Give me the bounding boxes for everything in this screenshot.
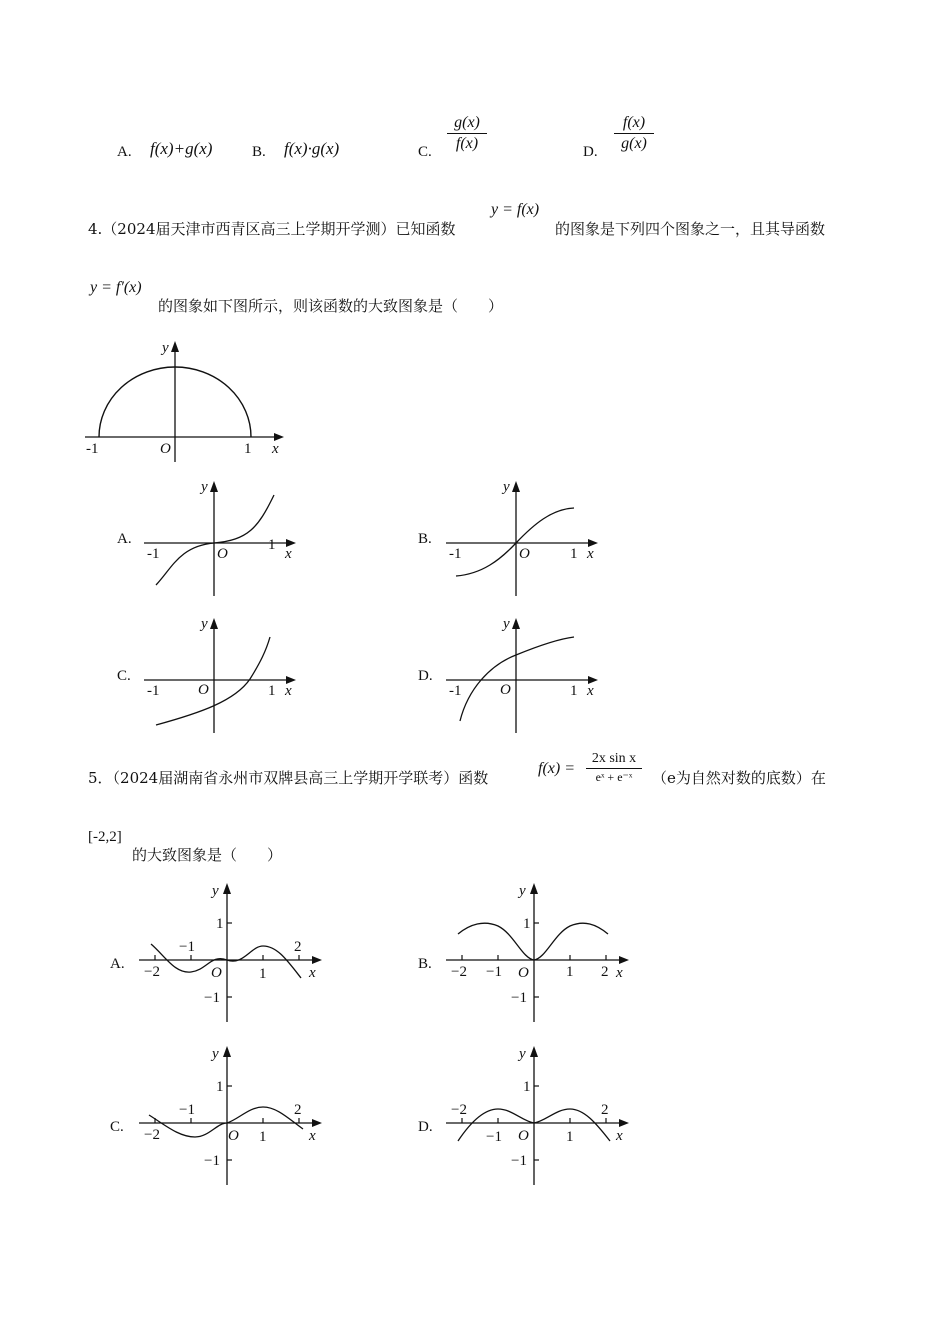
q5-tail-text: （e为自然对数的底数）在 xyxy=(652,769,826,787)
q5-option-b-graph xyxy=(442,880,637,1025)
y-axis-arrow xyxy=(223,1046,231,1057)
q4-option-d-graph xyxy=(442,615,602,735)
y-tick-label-neg1: −1 xyxy=(204,990,220,1006)
tick-1: 1 xyxy=(268,537,276,553)
y-tick-label-neg1: −1 xyxy=(204,1153,220,1169)
x-tick-label-2: 2 xyxy=(601,1102,609,1118)
function-curve xyxy=(151,944,301,978)
x-tick-label-2: 2 xyxy=(294,939,302,955)
y-tick-label-neg1: −1 xyxy=(511,1153,527,1169)
q5-option-b-label: B. xyxy=(418,956,432,972)
q3-option-d-denominator: g(x) xyxy=(621,135,647,152)
q5-option-c-graph xyxy=(135,1043,330,1188)
x-axis-arrow xyxy=(619,1119,629,1127)
q3-option-d-label: D. xyxy=(583,144,598,160)
y-label: y xyxy=(519,883,526,899)
q4-mid-text: 的图象是下列四个图象之一，且其导函数 xyxy=(555,220,826,238)
y-axis-arrow xyxy=(512,618,520,629)
q4-tail-text: 的图象如下图所示，则该函数的大致图象是（ ） xyxy=(158,297,504,315)
x-label: x xyxy=(587,683,594,699)
tick-1: 1 xyxy=(268,683,276,699)
q5-option-a-graph xyxy=(135,880,330,1025)
origin-label: O xyxy=(519,546,530,562)
y-label: y xyxy=(503,479,510,495)
x-axis-arrow xyxy=(619,956,629,964)
tick-1: 1 xyxy=(570,683,578,699)
q4-option-c-graph xyxy=(140,615,300,735)
q4-function: y = f(x) xyxy=(491,201,540,218)
origin-label: O xyxy=(518,1128,529,1144)
x-label: x xyxy=(309,965,316,981)
function-curve xyxy=(156,495,274,585)
x-tick-label-neg1: −1 xyxy=(179,1102,195,1118)
origin-label: O xyxy=(500,682,511,698)
tick-1: 1 xyxy=(244,441,252,457)
q4-lead-text: 4.（2024届天津市西青区高三上学期开学测）已知函数 xyxy=(88,220,456,238)
y-tick-label-1: 1 xyxy=(523,1079,531,1095)
q5-tail2-text: 的大致图象是（ ） xyxy=(132,846,283,864)
origin-label: O xyxy=(518,965,529,981)
q5-option-d-label: D. xyxy=(418,1119,433,1135)
q5-function: f(x) = xyxy=(538,760,575,777)
x-label: x xyxy=(616,965,623,981)
function-curve xyxy=(149,1107,303,1137)
q5-option-a-label: A. xyxy=(110,956,125,972)
x-axis-arrow xyxy=(312,1119,322,1127)
y-label: y xyxy=(162,340,169,356)
x-tick-label-neg1: −1 xyxy=(486,964,502,980)
function-curve xyxy=(460,637,574,721)
q5-option-c-label: C. xyxy=(110,1119,124,1135)
q4-option-a-label: A. xyxy=(117,531,132,547)
function-curve xyxy=(156,637,270,725)
x-label: x xyxy=(285,683,292,699)
y-label: y xyxy=(201,479,208,495)
q3-option-c-label: C. xyxy=(418,144,432,160)
y-axis-arrow xyxy=(223,883,231,894)
y-axis-arrow xyxy=(210,481,218,492)
q4-derivative-graph xyxy=(80,338,290,468)
q3-option-b-expr: f(x)·g(x) xyxy=(284,139,340,158)
origin-label: O xyxy=(228,1128,239,1144)
y-axis-arrow xyxy=(530,883,538,894)
q3-option-b-label: B. xyxy=(252,144,266,160)
x-tick-label-1: 1 xyxy=(566,964,574,980)
x-tick-label-2: 2 xyxy=(601,964,609,980)
y-label: y xyxy=(201,616,208,632)
x-tick-label-1: 1 xyxy=(259,966,267,982)
q3-option-d-numerator: f(x) xyxy=(614,114,654,134)
x-label: x xyxy=(587,546,594,562)
origin-label: O xyxy=(211,965,222,981)
q4-option-d-label: D. xyxy=(418,668,433,684)
x-tick-label-neg1: −1 xyxy=(486,1129,502,1145)
tick-neg1: -1 xyxy=(86,441,99,457)
x-tick-label-neg2: −2 xyxy=(451,1102,467,1118)
q4-option-b-label: B. xyxy=(418,531,432,547)
y-axis-arrow xyxy=(530,1046,538,1057)
x-label: x xyxy=(309,1128,316,1144)
q5-option-d-graph xyxy=(442,1043,637,1188)
q3-option-c-denominator: f(x) xyxy=(455,135,479,152)
x-label: x xyxy=(272,441,279,457)
q5-numerator: 2x sin x xyxy=(586,751,642,769)
q5-lead-text: 5．（2024届湖南省永州市双牌县高三上学期开学联考）函数 xyxy=(88,769,489,787)
y-tick-label-1: 1 xyxy=(523,916,531,932)
x-tick-label-neg2: −2 xyxy=(144,964,160,980)
q3-option-a-label: A. xyxy=(117,144,132,160)
q3-option-c-fraction xyxy=(447,114,487,153)
function-curve xyxy=(456,508,574,576)
tick-neg1: -1 xyxy=(147,683,160,699)
q4-option-c-label: C. xyxy=(117,668,131,684)
tick-1: 1 xyxy=(570,546,578,562)
y-label: y xyxy=(519,1046,526,1062)
q3-option-a-expr: f(x)+g(x) xyxy=(150,139,213,158)
x-tick-label-2: 2 xyxy=(294,1102,302,1118)
y-label: y xyxy=(503,616,510,632)
x-tick-label-neg1: −1 xyxy=(179,939,195,955)
y-label: y xyxy=(212,883,219,899)
tick-neg1: -1 xyxy=(449,546,462,562)
x-tick-label-1: 1 xyxy=(259,1129,267,1145)
function-curve xyxy=(458,923,608,960)
q5-fraction xyxy=(586,751,642,785)
y-tick-label-neg1: −1 xyxy=(511,990,527,1006)
q4-option-b-graph xyxy=(442,478,602,598)
x-axis-arrow xyxy=(312,956,322,964)
x-label: x xyxy=(616,1128,623,1144)
q4-derivative: y = f′(x) xyxy=(90,279,142,296)
origin-label: O xyxy=(198,682,209,698)
q3-option-c-numerator: g(x) xyxy=(447,114,487,134)
y-axis-arrow xyxy=(512,481,520,492)
y-label: y xyxy=(212,1046,219,1062)
q5-denominator: eˣ + e⁻ˣ xyxy=(595,770,633,784)
y-tick-label-1: 1 xyxy=(216,1079,224,1095)
x-axis-arrow xyxy=(274,433,284,441)
tick-neg1: -1 xyxy=(449,683,462,699)
origin-label: O xyxy=(217,546,228,562)
x-tick-label-neg2: −2 xyxy=(144,1127,160,1143)
q3-option-d-fraction xyxy=(614,114,654,153)
y-tick-label-1: 1 xyxy=(216,916,224,932)
x-tick-label-1: 1 xyxy=(566,1129,574,1145)
x-tick-label-neg2: −2 xyxy=(451,964,467,980)
y-axis-arrow xyxy=(171,341,179,352)
origin-label: O xyxy=(160,441,171,457)
x-label: x xyxy=(285,546,292,562)
q5-interval: [-2,2] xyxy=(88,829,122,845)
tick-neg1: -1 xyxy=(147,546,160,562)
q4-option-a-graph xyxy=(140,478,300,598)
y-axis-arrow xyxy=(210,618,218,629)
